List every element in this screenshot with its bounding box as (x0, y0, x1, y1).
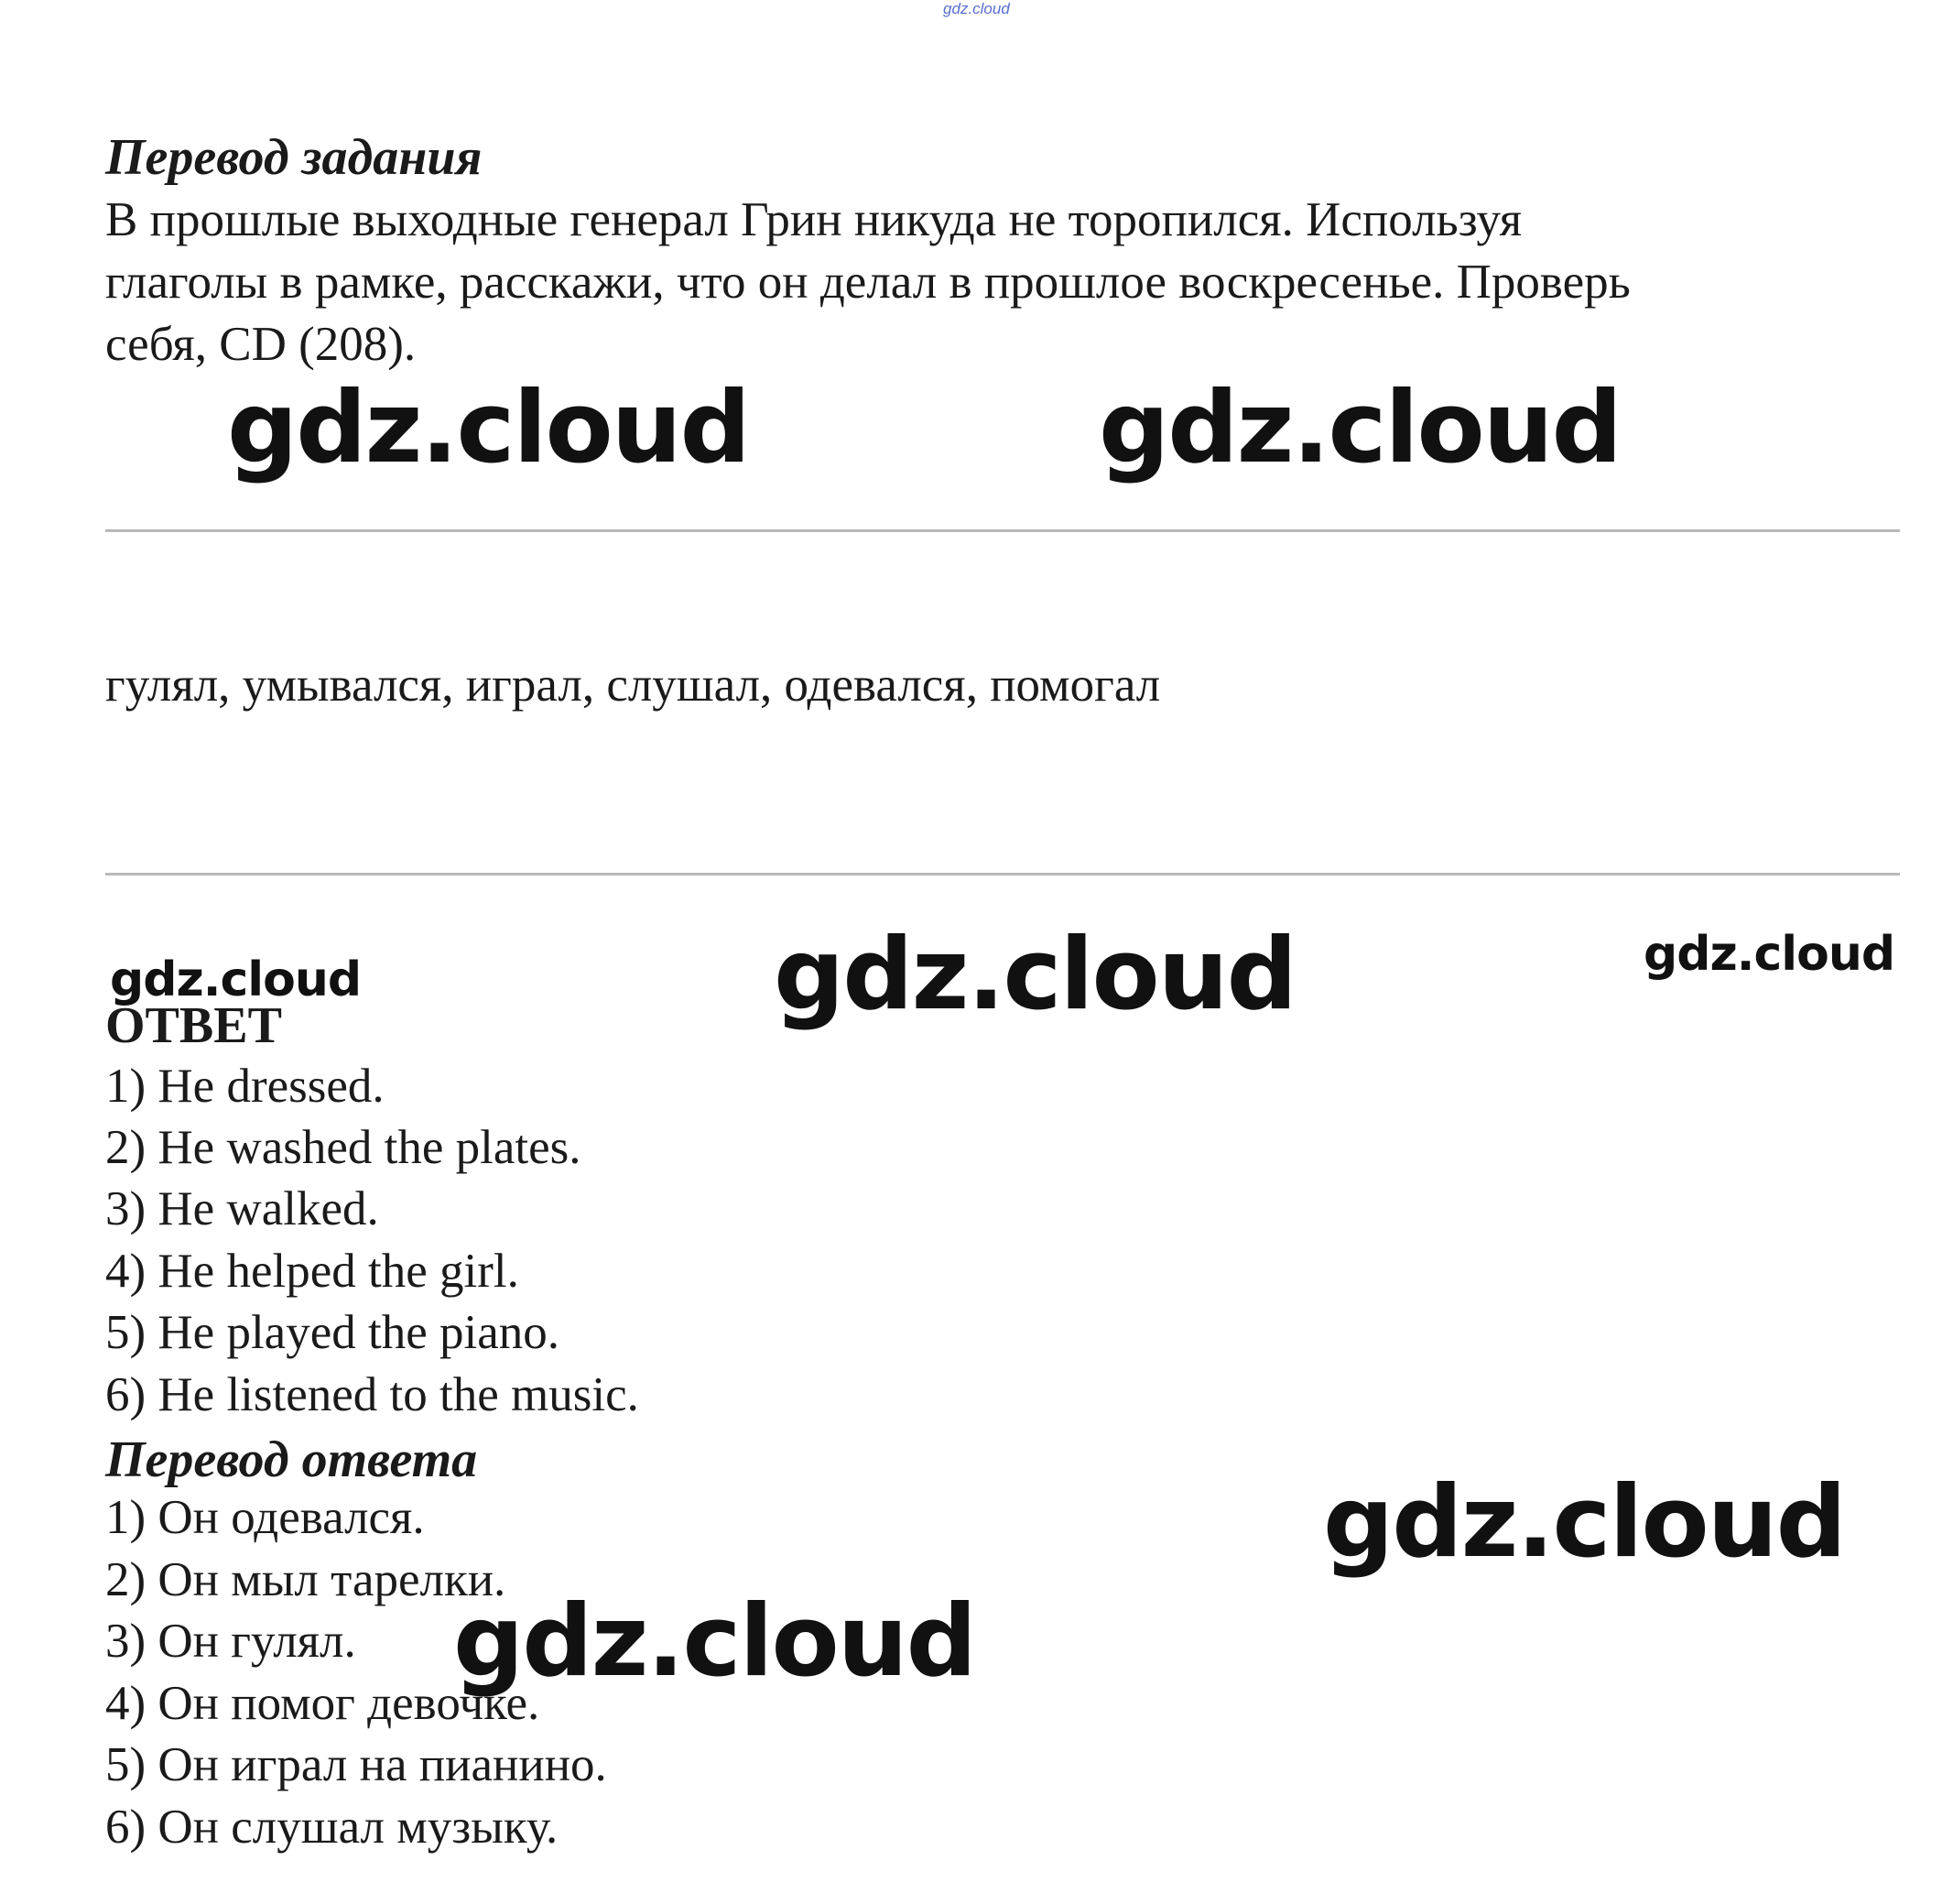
translation-item: 6) Он слушал музыку. (105, 1801, 559, 1854)
task-line-1: В прошлые выходные генерал Грин никуда не торопился. Используя (105, 193, 1523, 246)
task-line-3: себя, CD (208). (105, 318, 417, 371)
answer-translation-heading: Перевод ответа (105, 1431, 478, 1488)
answer-heading: ОТВЕТ (105, 997, 282, 1054)
top-watermark: gdz.cloud (943, 0, 1010, 17)
task-heading: Перевод задания (105, 129, 483, 186)
task-line-2: глаголы в рамке, расскажи, что он делал в прошлое воскресенье. Проверь (105, 256, 1631, 309)
divider-bottom (105, 873, 1900, 876)
translation-item: 5) Он играл на пианино. (105, 1738, 607, 1791)
divider-top (105, 529, 1900, 532)
watermark-logo: gdz.cloud (110, 952, 362, 1007)
translation-item: 1) Он одевался. (105, 1491, 425, 1544)
watermark-logo: gdz.cloud (1323, 1465, 1845, 1580)
answer-item: 4) He helped the girl. (105, 1245, 519, 1298)
verb-box-text: гулял, умывался, играл, слушал, одевался, помогал (105, 658, 1161, 712)
answer-item: 5) He played the piano. (105, 1306, 559, 1359)
answer-item: 1) He dressed. (105, 1060, 385, 1113)
watermark-logo: gdz.cloud (227, 371, 749, 485)
watermark-logo: gdz.cloud (774, 918, 1296, 1032)
answer-item: 3) He walked. (105, 1182, 379, 1235)
translation-item: 2) Он мыл тарелки. (105, 1553, 506, 1606)
answer-item: 6) He listened to the music. (105, 1368, 639, 1421)
watermark-logo: gdz.cloud (1099, 371, 1621, 485)
translation-item: 3) Он гулял. (105, 1615, 356, 1668)
answer-item: 2) He washed the plates. (105, 1121, 581, 1174)
translation-item: 4) Он помог девочке. (105, 1677, 540, 1730)
watermark-logo: gdz.cloud (453, 1584, 975, 1699)
watermark-logo: gdz.cloud (1644, 927, 1895, 982)
